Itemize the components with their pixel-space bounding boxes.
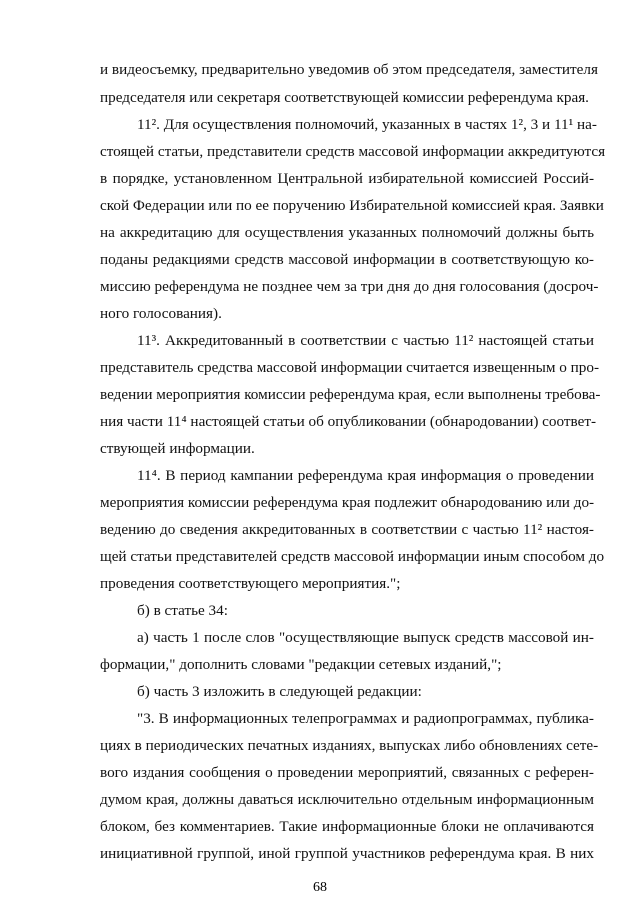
text-line: 11⁴. В период кампании референдума края информация о проведении bbox=[137, 467, 594, 484]
text-line: ведению до сведения аккредитованных в соответствии с частью 11² настоя- bbox=[100, 521, 594, 538]
text-line: 11². Для осуществления полномочий, указанных в частях 1², 3 и 11¹ на- bbox=[137, 116, 597, 133]
text-line: председателя или секретаря соответствующей комиссии референдума края. bbox=[100, 89, 589, 106]
text-line: щей статьи представителей средств массовой информации иным способом до bbox=[100, 548, 605, 565]
text-line: б) в статье 34: bbox=[137, 602, 228, 619]
text-line: циях в периодических печатных изданиях, выпусках либо обновлениях сете- bbox=[100, 737, 599, 754]
text-line: ствующей информации. bbox=[100, 440, 255, 457]
text-line: формации," дополнить словами "редакции сетевых изданий,"; bbox=[100, 656, 502, 673]
text-line: поданы редакциями средств массовой информации в соответствующую ко- bbox=[100, 251, 594, 268]
text-line: вого издания сообщения о проведении мероприятий, связанных с референ- bbox=[100, 764, 594, 781]
text-line: стоящей статьи, представители средств массовой информации аккредитуются bbox=[100, 143, 606, 160]
text-line: миссию референдума не позднее чем за три дня до дня голосования (досроч- bbox=[100, 278, 599, 295]
text-line: ской Федерации или по ее поручению Избирательной комиссией края. Заявки bbox=[100, 197, 604, 214]
text-line: мероприятия комиссии референдума края подлежит обнародованию или до- bbox=[100, 494, 595, 511]
text-line: блоком, без комментариев. Такие информационные блоки не оплачиваются bbox=[100, 818, 594, 835]
text-line: думом края, должны даваться исключительно отдельным информационным bbox=[100, 791, 594, 808]
text-line: 11³. Аккредитованный в соответствии с частью 11² настоящей статьи bbox=[137, 332, 594, 349]
text-line: и видеосъемку, предварительно уведомив об этом председателя, заместителя bbox=[100, 61, 598, 78]
text-line: "3. В информационных телепрограммах и радиопрограммах, публика- bbox=[137, 710, 594, 727]
text-line: ния части 11⁴ настоящей статьи об опубликовании (обнародовании) соответ- bbox=[100, 413, 597, 430]
text-line: а) часть 1 после слов "осуществляющие выпуск средств массовой ин- bbox=[137, 629, 594, 646]
text-line: в порядке, установленном Центральной избирательной комиссией Россий- bbox=[100, 170, 594, 187]
text-line: б) часть 3 изложить в следующей редакции: bbox=[137, 683, 422, 700]
page-number: 68 bbox=[313, 880, 327, 895]
text-line: ного голосования). bbox=[100, 305, 222, 322]
text-line: ведении мероприятия комиссии референдума края, если выполнены требова- bbox=[100, 386, 601, 403]
text-line: представитель средства массовой информации считается извещенным о про- bbox=[100, 359, 600, 376]
text-line: инициативной группой, иной группой участников референдума края. В них bbox=[100, 845, 594, 862]
text-line: на аккредитацию для осуществления указанных полномочий должны быть bbox=[100, 224, 594, 241]
text-line: проведения соответствующего мероприятия."; bbox=[100, 575, 401, 592]
